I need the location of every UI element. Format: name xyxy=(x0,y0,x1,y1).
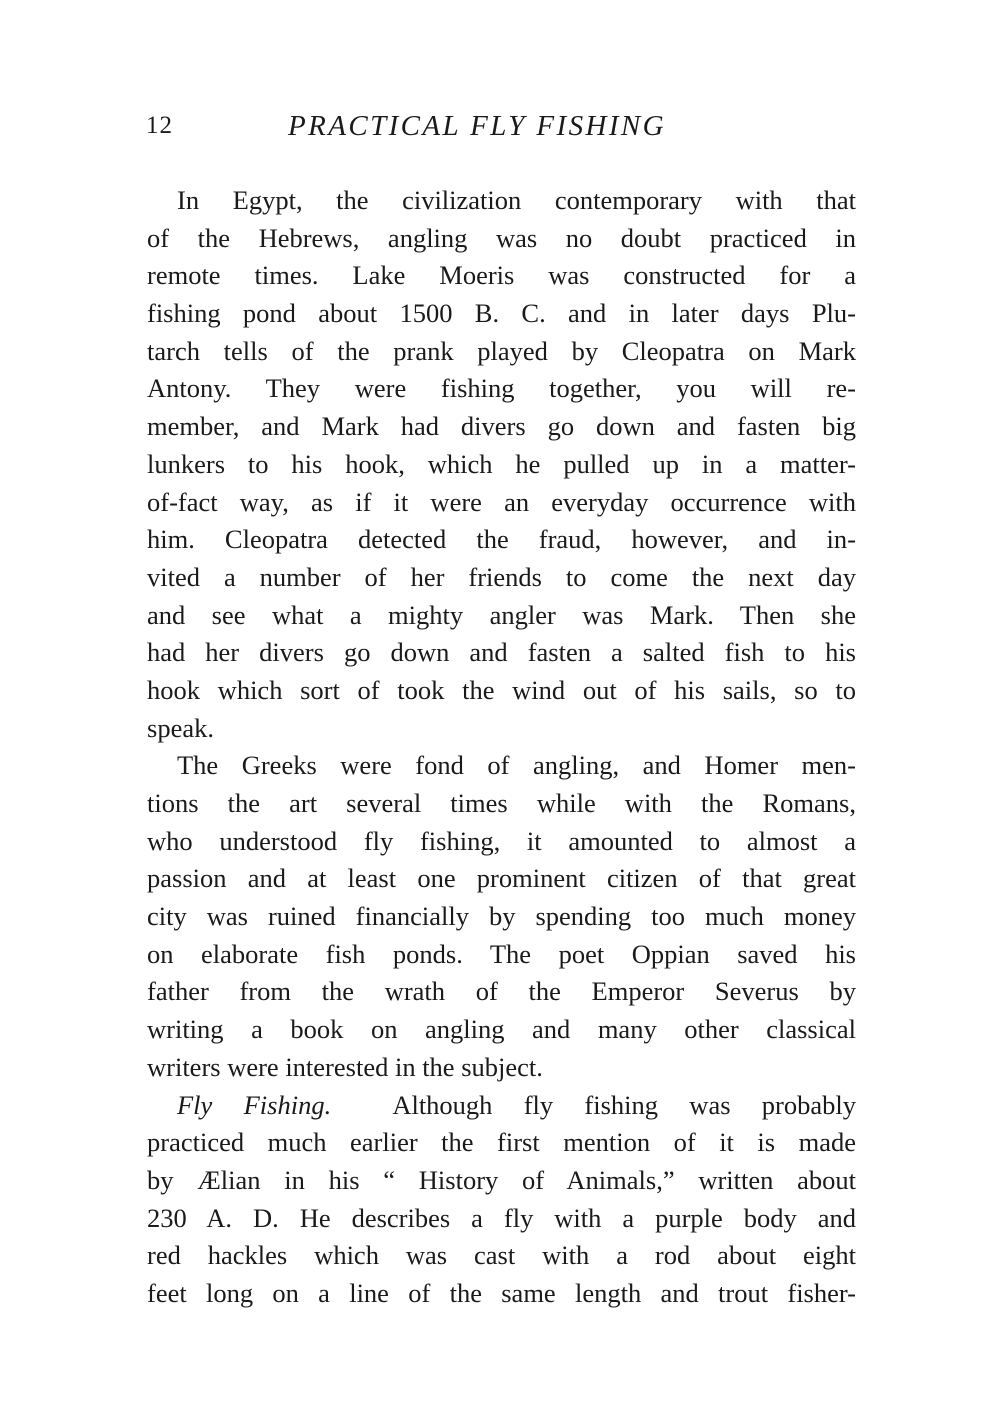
running-head xyxy=(146,110,856,150)
text-line: and see what a mighty angler was Mark. Then she xyxy=(147,599,856,630)
text-line: who understood fly fishing, it amounted to almost a xyxy=(147,825,856,856)
text-line: 230 A. D. He describes a fly with a purple body and xyxy=(147,1202,856,1233)
text-line: of the Hebrews, angling was no doubt practiced in xyxy=(147,222,856,253)
text-line: city was ruined financially by spending too much money xyxy=(147,901,856,932)
text-line: feet long on a line of the same length and trout fisher- xyxy=(147,1277,856,1308)
text-line: had her divers go down and fasten a salted fish to his xyxy=(147,637,856,668)
text-line: speak. xyxy=(147,712,214,743)
text-line: of-fact way, as if it were an everyday occurrence with xyxy=(147,486,856,517)
body-text xyxy=(147,182,856,1313)
text-line: member, and Mark had divers go down and fasten big xyxy=(147,411,856,442)
text-line: on elaborate fish ponds. The poet Oppian saved his xyxy=(147,938,856,969)
text-line: The Greeks were fond of angling, and Homer men- xyxy=(177,750,856,781)
text-line: In Egypt, the civilization contemporary with that xyxy=(177,185,856,215)
text-line: fishing pond about 1500 B. C. and in later days Plu- xyxy=(147,298,856,329)
text-line: tarch tells of the prank played by Cleopatra on Mark xyxy=(147,335,856,366)
text-line: hook which sort of took the wind out of his sails, so to xyxy=(147,674,856,705)
text-line: writing a book on angling and many other classical xyxy=(147,1014,856,1045)
text-line xyxy=(147,1087,856,1125)
text-line: red hackles which was cast with a rod about eight xyxy=(147,1240,856,1271)
text-line: him. Cleopatra detected the fraud, however, and in- xyxy=(147,524,856,555)
text-line: passion and at least one prominent citizen of that great xyxy=(147,863,856,894)
text-line: remote times. Lake Moeris was constructed for a xyxy=(147,260,856,291)
text-line: practiced much earlier the first mention of it is made xyxy=(147,1127,856,1158)
book-title: PRACTICAL FLY FISHING xyxy=(288,110,666,142)
text-line: writers were interested in the subject. xyxy=(147,1051,543,1082)
text-fragment: Although fly fishing was probably xyxy=(392,1089,857,1120)
text-line: tions the art several times while with the Romans, xyxy=(147,788,856,818)
text-line: father from the wrath of the Emperor Severus by xyxy=(147,976,856,1007)
text-line: by Ælian in his “ History of Animals,” written about xyxy=(147,1164,856,1195)
run-in-heading: Fly Fishing. xyxy=(177,1089,332,1120)
text-line: vited a number of her friends to come the next day xyxy=(147,561,856,592)
text-line: lunkers to his hook, which he pulled up in a matter- xyxy=(147,448,856,479)
page-number: 12 xyxy=(146,112,173,139)
text-line: Antony. They were fishing together, you will re- xyxy=(147,373,856,404)
